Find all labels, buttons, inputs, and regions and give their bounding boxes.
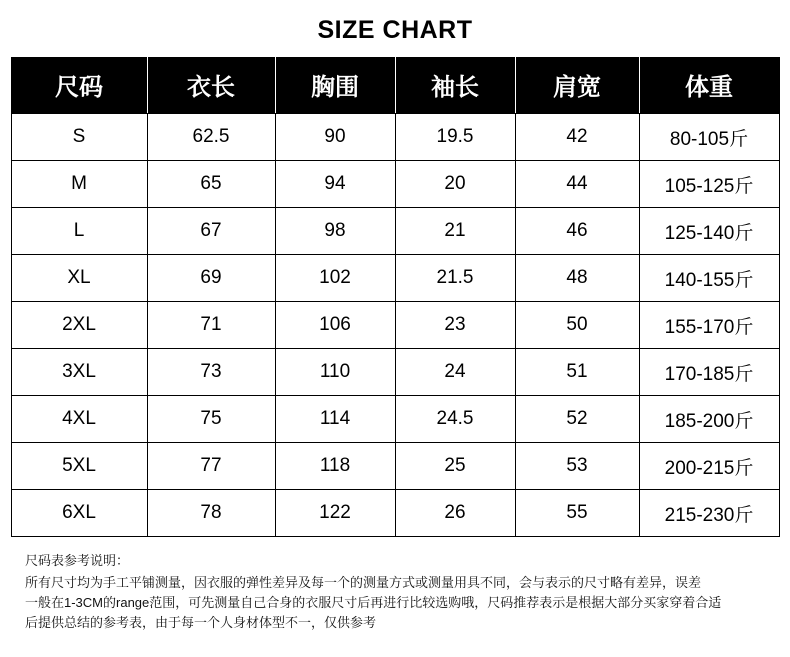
cell-size: 4XL xyxy=(11,396,147,443)
table-row xyxy=(11,114,779,161)
cell-size: 3XL xyxy=(11,349,147,396)
cell-bust: 102 xyxy=(275,255,395,302)
cell-length: 77 xyxy=(147,443,275,490)
notes-title: 尺码表参考说明： xyxy=(25,553,130,568)
cell-size: 5XL xyxy=(11,443,147,490)
cell-bust: 110 xyxy=(275,349,395,396)
cell-sleeve: 25 xyxy=(395,443,515,490)
table-row xyxy=(11,208,779,255)
cell-weight: 200-215斤 xyxy=(639,443,779,490)
table-header-row xyxy=(11,58,779,114)
table-row xyxy=(11,349,779,396)
cell-shoulder: 46 xyxy=(515,208,639,255)
cell-weight: 105-125斤 xyxy=(639,161,779,208)
cell-bust: 118 xyxy=(275,443,395,490)
cell-length: 67 xyxy=(147,208,275,255)
cell-shoulder: 50 xyxy=(515,302,639,349)
cell-sleeve: 19.5 xyxy=(395,114,515,161)
cell-shoulder: 48 xyxy=(515,255,639,302)
cell-weight: 185-200斤 xyxy=(639,396,779,443)
cell-shoulder: 44 xyxy=(515,161,639,208)
table-row xyxy=(11,255,779,302)
table-row xyxy=(11,396,779,443)
column-header-bust: 胸围 xyxy=(275,58,395,114)
cell-shoulder: 52 xyxy=(515,396,639,443)
cell-bust: 94 xyxy=(275,161,395,208)
cell-weight: 170-185斤 xyxy=(639,349,779,396)
cell-weight: 80-105斤 xyxy=(639,114,779,161)
column-header-length: 衣长 xyxy=(147,58,275,114)
cell-size: S xyxy=(11,114,147,161)
cell-size: M xyxy=(11,161,147,208)
cell-sleeve: 21 xyxy=(395,208,515,255)
column-header-shoulder: 肩宽 xyxy=(515,58,639,114)
page-title: SIZE CHART xyxy=(317,16,473,44)
cell-shoulder: 53 xyxy=(515,443,639,490)
cell-sleeve: 24.5 xyxy=(395,396,515,443)
cell-weight: 125-140斤 xyxy=(639,208,779,255)
table-row xyxy=(11,490,779,537)
cell-length: 71 xyxy=(147,302,275,349)
cell-length: 78 xyxy=(147,490,275,537)
cell-size: 6XL xyxy=(11,490,147,537)
column-header-size: 尺码 xyxy=(11,58,147,114)
table-row xyxy=(11,443,779,490)
cell-size: XL xyxy=(11,255,147,302)
cell-sleeve: 24 xyxy=(395,349,515,396)
cell-length: 65 xyxy=(147,161,275,208)
notes-line-1: 所有尺寸均为手工平铺测量，因衣服的弹性差异及每一个的测量方式或测量用具不同，会与表示的尺寸略有差异，误差 xyxy=(25,575,702,591)
cell-bust: 122 xyxy=(275,490,395,537)
cell-sleeve: 20 xyxy=(395,161,515,208)
cell-sleeve: 21.5 xyxy=(395,255,515,302)
cell-shoulder: 55 xyxy=(515,490,639,537)
cell-sleeve: 23 xyxy=(395,302,515,349)
cell-weight: 215-230斤 xyxy=(639,490,779,537)
notes-line-3: 后提供总结的参考表，由于每一个人身材体型不一，仅供参考 xyxy=(25,615,377,631)
column-header-sleeve: 袖长 xyxy=(395,58,515,114)
column-header-weight: 体重 xyxy=(639,58,779,114)
cell-bust: 90 xyxy=(275,114,395,161)
cell-sleeve: 26 xyxy=(395,490,515,537)
size-chart-table xyxy=(11,57,780,537)
cell-length: 62.5 xyxy=(147,114,275,161)
measurement-notes xyxy=(25,551,765,634)
table-body xyxy=(11,114,779,537)
cell-bust: 106 xyxy=(275,302,395,349)
table-header xyxy=(11,58,779,114)
cell-length: 73 xyxy=(147,349,275,396)
cell-size: 2XL xyxy=(11,302,147,349)
cell-length: 75 xyxy=(147,396,275,443)
table-row xyxy=(11,161,779,208)
cell-size: L xyxy=(11,208,147,255)
cell-shoulder: 42 xyxy=(515,114,639,161)
notes-line-2: 一般在1-3CM的range范围，可先测量自己合身的衣服尺寸后再进行比较选购哦，尺码推荐表示是根据大部分买家穿着合适 xyxy=(25,595,722,611)
cell-length: 69 xyxy=(147,255,275,302)
cell-bust: 114 xyxy=(275,396,395,443)
cell-shoulder: 51 xyxy=(515,349,639,396)
cell-weight: 140-155斤 xyxy=(639,255,779,302)
cell-weight: 155-170斤 xyxy=(639,302,779,349)
cell-bust: 98 xyxy=(275,208,395,255)
table-row xyxy=(11,302,779,349)
